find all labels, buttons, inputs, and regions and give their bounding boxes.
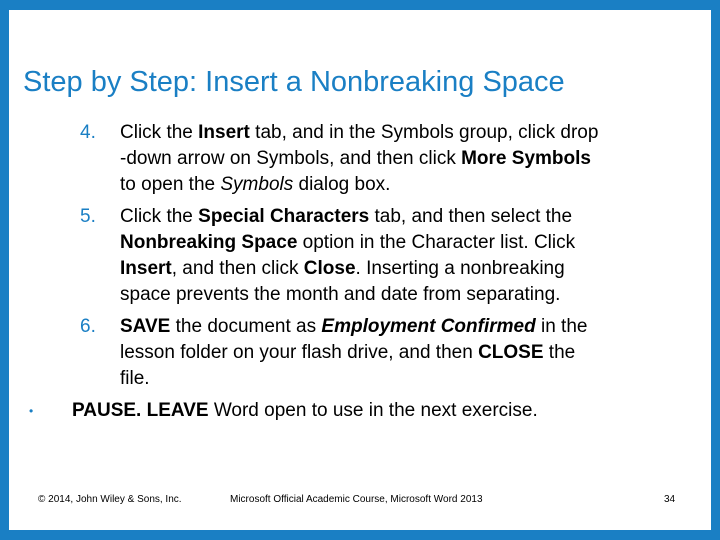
step-line: Click the Insert tab, and in the Symbols group, click drop (120, 122, 599, 143)
bullet-text: PAUSE. LEAVE Word open to use in the next exercise. (72, 400, 538, 421)
step-line: space prevents the month and date from separating. (120, 284, 561, 305)
slide-title: Step by Step: Insert a Nonbreaking Space (23, 66, 565, 98)
step-line: lesson folder on your flash drive, and then CLOSE the (120, 342, 576, 363)
step-line: -down arrow on Symbols, and then click More Symbols (120, 148, 591, 169)
step-line: Insert, and then click Close. Inserting a nonbreaking (120, 258, 565, 279)
bullet-icon: • (29, 404, 34, 418)
step-number: 6. (80, 316, 96, 337)
step-line: to open the Symbols dialog box. (120, 174, 391, 195)
step-line: Nonbreaking Space option in the Character list. Click (120, 232, 576, 253)
step-line: SAVE the document as Employment Confirmed in the (120, 316, 588, 337)
footer-course: Microsoft Official Academic Course, Microsoft Word 2013 (230, 494, 483, 505)
step-number: 4. (80, 122, 96, 143)
footer-copyright: © 2014, John Wiley & Sons, Inc. (38, 494, 182, 505)
step-line: Click the Special Characters tab, and then select the (120, 206, 573, 227)
footer-page-number: 34 (664, 494, 676, 505)
step-line: file. (120, 368, 150, 389)
step-number: 5. (80, 206, 96, 227)
